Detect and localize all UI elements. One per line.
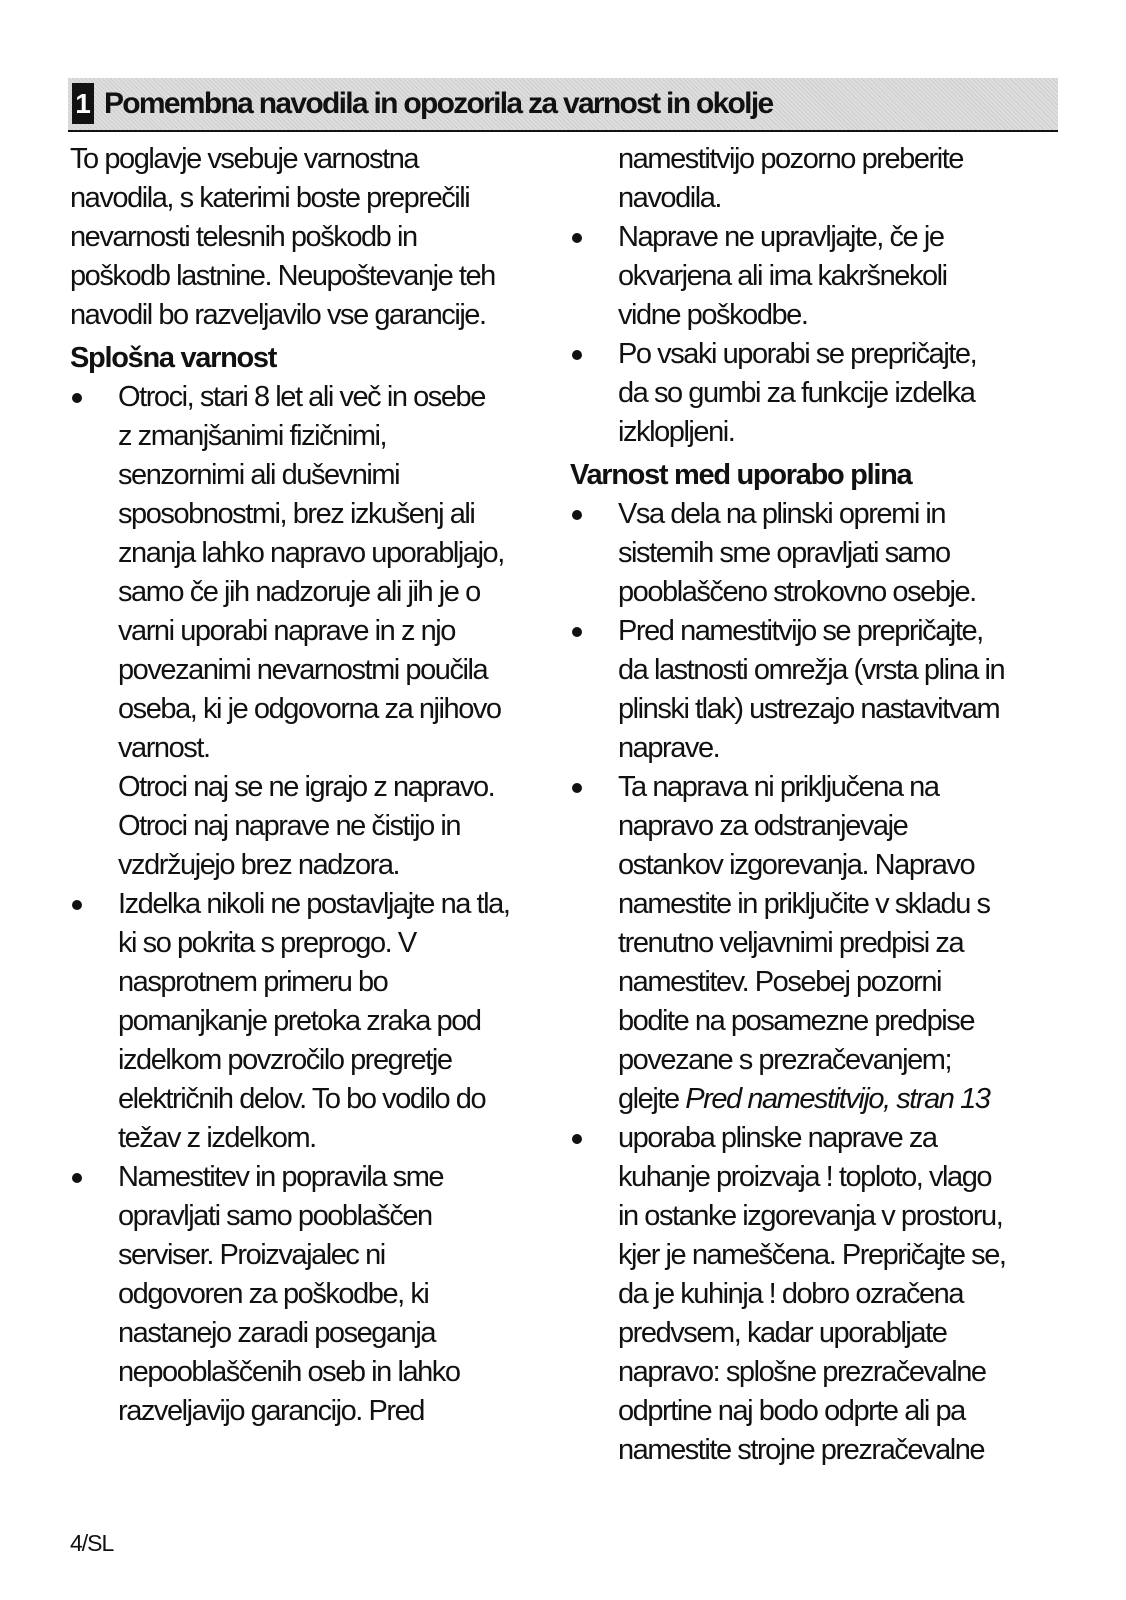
text-line: Otroci naj naprave ne čistijo in [118, 810, 461, 842]
text-line: Pred namestitvijo se prepričajte, [618, 615, 983, 647]
text-line: Namestitev in popravila sme [118, 1161, 444, 1193]
text-line: izdelkom povzročilo pregretje [118, 1044, 452, 1076]
intro-paragraph [70, 140, 560, 335]
text-line: ki so pokrita s preprogo. V [118, 927, 416, 959]
text-line: ostankov izgorevanja. Napravo [618, 849, 975, 881]
bullet-item [570, 218, 1050, 335]
text-line: nepooblaščenih oseb in lahko [118, 1356, 460, 1388]
text-line: Naprave ne upravljajte, če je [618, 221, 944, 253]
bullet-item [70, 378, 560, 885]
left-column [70, 140, 560, 1431]
text-line: opravljati samo pooblaščen [118, 1200, 432, 1232]
right-column [570, 140, 1050, 1470]
reference-prefix: glejte [618, 1083, 686, 1115]
text-line: Ta naprava ni priključena na [618, 771, 939, 803]
gas-safety-heading: Varnost med uporabo plina [570, 459, 912, 491]
bullet-icon [572, 1134, 582, 1144]
text-line: pomanjkanje pretoka zraka pod [118, 1005, 481, 1037]
text-line: da so gumbi za funkcije izdelka [618, 377, 975, 409]
text-line: razveljavijo garancijo. Pred [118, 1395, 424, 1427]
bullet-icon [572, 350, 582, 360]
text-line: samo če jih nadzoruje ali jih je o [118, 576, 480, 608]
section-title: Pomembna navodila in opozorila za varnost in okolje [104, 87, 773, 120]
text-line: Otroci, stari 8 let ali več in osebe [118, 381, 485, 413]
bullet-item [570, 612, 1050, 768]
text-line: kuhanje proizvaja ! toploto, vlago [618, 1161, 992, 1193]
text-line: napravo: splošne prezračevalne [618, 1356, 986, 1388]
text-line: varni uporabi naprave in z njo [118, 615, 455, 647]
text-line: znanja lahko napravo uporabljajo, [118, 537, 504, 569]
text-line: varnost. [118, 732, 210, 764]
text-line: bodite na posamezne predpise [618, 1005, 975, 1037]
bullet-icon [72, 393, 82, 403]
text-line: napravo za odstranjevaje [618, 810, 908, 842]
bullet-item [70, 1158, 560, 1431]
text-line: pooblaščeno strokovno osebje. [618, 576, 976, 608]
text-line: sistemih sme opravljati samo [618, 537, 950, 569]
text-line: namestite strojne prezračevalne [618, 1434, 985, 1466]
text-line: sposobnostmi, brez izkušenj ali [118, 498, 475, 530]
text-line: da lastnosti omrežja (vrsta plina in [618, 654, 1005, 686]
text-line: in ostanke izgorevanja v prostoru, [618, 1200, 1003, 1232]
text-line: vidne poškodbe. [618, 299, 808, 331]
text-line: odprtine naj bodo odprte ali pa [618, 1395, 965, 1427]
general-safety-list [70, 378, 560, 1431]
text-line: okvarjena ali ima kakršnekoli [618, 260, 947, 292]
text-line: nevarnosti telesnih poškodb in [70, 221, 417, 253]
text-line: Otroci naj se ne igrajo z napravo. [118, 771, 495, 803]
bullet-item [570, 335, 1050, 452]
text-line: nasprotnem primeru bo [118, 966, 388, 998]
text-line: nastanejo zaradi poseganja [118, 1317, 436, 1349]
text-line: oseba, ki je odgovorna za njihovo [118, 693, 501, 725]
text-line: z zmanjšanimi fizičnimi, [118, 420, 387, 452]
text-line: navodil bo razveljavilo vse garancije. [70, 299, 486, 331]
chapter-number-badge: 1 [72, 83, 94, 124]
text-line: Izdelka nikoli ne postavljajte na tla, [118, 888, 510, 920]
gas-safety-list [570, 495, 1050, 1470]
text-line: serviser. Proizvajalec ni [118, 1239, 385, 1271]
general-safety-heading: Splošna varnost [70, 342, 277, 374]
text-line: uporaba plinske naprave za [618, 1122, 937, 1154]
text-line: izklopljeni. [618, 416, 735, 448]
text-line: poškodb lastnine. Neupoštevanje teh [70, 260, 495, 292]
bullet-item [70, 885, 560, 1158]
text-line: povezane s prezračevanjem; [618, 1044, 952, 1076]
bullet-icon [572, 510, 582, 520]
text-line: navodila, s katerimi boste preprečili [70, 182, 470, 214]
bullet-icon [572, 627, 582, 637]
text-line: povezanimi nevarnostmi poučila [118, 654, 488, 686]
continued-bullet-text [570, 140, 1050, 218]
text-line-with-reference [618, 1080, 1050, 1119]
text-line: odgovoren za poškodbe, ki [118, 1278, 429, 1310]
text-line: kjer je nameščena. Prepričajte se, [618, 1239, 1006, 1271]
page-reference: Pred namestitvijo, stran 13 [685, 1083, 990, 1115]
text-line: predvsem, kadar uporabljate [618, 1317, 947, 1349]
bullet-item [570, 1119, 1050, 1470]
text-line: naprave. [618, 732, 720, 764]
text-line: trenutno veljavnimi predpisi za [618, 927, 964, 959]
bullet-icon [72, 900, 82, 910]
bullet-item [570, 768, 1050, 1119]
text-line: težav z izdelkom. [118, 1122, 316, 1154]
text-line: senzornimi ali duševnimi [118, 459, 400, 491]
text-line: navodila. [618, 182, 722, 214]
text-line: Po vsaki uporabi se prepričajte, [618, 338, 977, 370]
text-line: namestite in priključite v skladu s [618, 888, 990, 920]
bullet-icon [72, 1173, 82, 1183]
text-line: električnih delov. To bo vodilo do [118, 1083, 486, 1115]
text-line: namestitev. Posebej pozorni [618, 966, 942, 998]
text-line: plinski tlak) ustrezajo nastavitvam [618, 693, 1000, 725]
text-line: Vsa dela na plinski opremi in [618, 498, 946, 530]
bullet-item [570, 495, 1050, 612]
page-number: 4/SL [70, 1530, 114, 1556]
text-line: da je kuhinja ! dobro ozračena [618, 1278, 964, 1310]
text-line: vzdržujejo brez nadzora. [118, 849, 400, 881]
bullet-icon [572, 783, 582, 793]
text-line: namestitvijo pozorno preberite [618, 143, 963, 175]
bullet-icon [572, 233, 582, 243]
text-line: To poglavje vsebuje varnostna [70, 143, 419, 175]
section-header [68, 78, 1058, 132]
general-safety-list-continued [570, 218, 1050, 452]
